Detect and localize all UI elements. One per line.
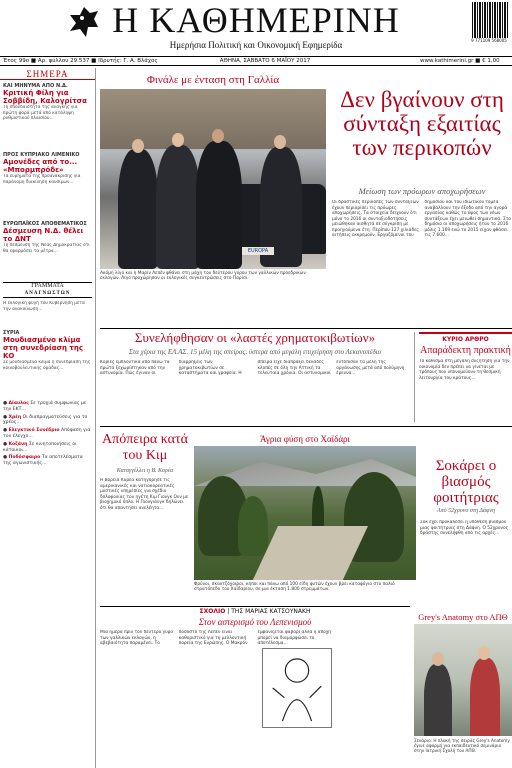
editorial-headline[interactable]: Απαράδεκτη πρακτική xyxy=(420,345,511,356)
left-item xyxy=(0,83,95,149)
brief-item[interactable]: ● Κοζάνη Σε κινητοποιήσεις οι κάτοικοι... xyxy=(3,441,77,453)
newspaper-subtitle: Ημερήσια Πολιτική και Οικονομική Εφημερίδα xyxy=(169,40,343,50)
newspaper-title: Η ΚΑΘΗΜΕΡΙΝΗ xyxy=(112,0,400,40)
left-item-section: ΚΑΙ ΜΗΝΥΜΑ ΑΠΟ Ν.Δ. xyxy=(3,83,68,89)
letters-text: Η εκλογική φυγή του Κυβέρνηση μετά την ανακοίνωση... xyxy=(0,301,95,327)
letters-subtitle: ΑΝΑΓΝΩΣΤΩΝ xyxy=(24,291,71,296)
left-item-headline[interactable]: Αμονέδες από το... «Μπορμπρόδε» xyxy=(3,158,78,174)
left-item xyxy=(0,221,95,279)
brief-item[interactable]: ● Χρέη Οι διαπραγματεύσεις για το χρέος... xyxy=(3,414,88,426)
sok-headline[interactable]: Σοκάρει ο βιασμός φοιτήτριας xyxy=(433,458,499,506)
divider xyxy=(100,328,512,329)
nature-headline[interactable]: Άγρια φύση στο Χαϊδάρι xyxy=(260,434,350,444)
left-item-text: Τη δέσμευση της Νέας Δημοκρατίας ότι θα εφαρμόσει τα μέτρα... xyxy=(0,243,95,279)
main-headline[interactable]: Δεν βγαίνουν στη σύνταξη εξαιτίας των περικοπών xyxy=(340,87,504,160)
kim-text: Η Βόρεια Κορέα κατηγόρησε τις αμερικανικές και νοτιοκορεατικές μυστικές υπηρεσίες για σχέδιο δολοφονίας του ηγέτη Κιμ Γιονγκ Ουν με βιοχημικό όπλο. Η Πιονγιάνγκ δηλώνει ότι θα απαντήσει ανελέητα... xyxy=(100,478,189,511)
kim-subhead: Καταγγέλλει η Β. Κορέα xyxy=(116,468,174,474)
cartoon-illustration xyxy=(262,648,332,728)
left-item-section: ΠΡΟΣ ΚΥΠΡΙΑΚΟ ΛΙΜΕΝΙΚΟ xyxy=(3,152,80,158)
mid-headline[interactable]: Συνελήφθησαν οι «λαστές χρηματοκιβωτίων» xyxy=(134,330,376,345)
sok-text: Σοκ έχει προκαλέσει η υπόθεση βιασμού μιας φοιτήτριας στη Δάφνη. Ο 52χρονος δράστης συνελήφθη από τις αρχές... xyxy=(420,520,509,537)
barcode xyxy=(472,2,508,38)
editorial-text: Το κάθισμα στη μεγάλη συζήτηση για την οικονομία δεν πρέπει να γίνεται με τρόπους που υπονομεύουν τη θεσμική λειτουργία του κράτους... xyxy=(419,359,510,381)
barcode-number: 9 771109 568005 xyxy=(471,38,507,43)
masthead xyxy=(0,0,512,56)
owl-logo-icon xyxy=(64,3,104,43)
left-item-section: ΣΥΡΙΑ xyxy=(3,330,20,336)
comment-text: Μία ημέρα πριν τον δεύτερο γύρο των γαλλικών εκλογών, η αβεβαιότητα παραμένει. Το ποσοστό της Λεπέν είναι καθοριστικό για τη μελλοντική πορεία της Ευρώπης. Ο Μακρόν εμφανίζεται φαβορί αλλά η αποχή μπορεί να διαμορφώσει το αποτέλεσμα... xyxy=(100,630,332,647)
divider xyxy=(100,426,512,427)
grey-caption: Σενάριο: Η πλοκή της σειράς Grey's Anatomy έγινε αφορμή για εκπαιδευτικό σεμινάριο στην Ιατρική Σχολή του ΑΠΘ. xyxy=(414,738,510,754)
nature-photo[interactable] xyxy=(194,446,416,580)
lead-kicker[interactable]: Φινάλε με ένταση στη Γαλλία xyxy=(146,74,280,86)
issue-date: ΑΘΗΝΑ, ΣΑΒΒΑΤΟ 6 ΜΑΪΟΥ 2017 xyxy=(219,58,311,64)
left-item-headline[interactable]: Δέσμευση Ν.Δ. θέλει το ΔΝΤ xyxy=(3,227,84,243)
left-item-text: Σε μουδιασμένο κλίμα η συνεδρίαση της κοινοβουλευτικής ομάδας... xyxy=(0,360,95,400)
letters-box xyxy=(3,282,92,298)
lead-photo[interactable] xyxy=(100,89,326,269)
left-item-text: Τη σπουδαιότητα της ανάγκης για πρώτη φορά μετά από κατάληψη ρυθμιστικού πλαισίου... xyxy=(0,105,95,149)
lead-caption: Ακόμη λίγο και η Μαρίν Λεπέν φθάνει στη μάχη του δεύτερου γύρου των γαλλικών προεδρικών εκλογών. Λίγο προχώρησαν οι εκλογικές συγκεντρώσεις στο Παρίσι. xyxy=(100,271,306,282)
main-text: Οι δραστικές περικοπές των συντάξεων έχουν περιορίσει τις πρόωρες αποχωρήσεις. Τα στοιχεία δείχνουν ότι μόνο το 2016 οι συνταξιοδοτήσεις μειώθηκαν αισθητά σε σύγκριση με προηγούμενα έτη. Περίπου 127 χιλιάδες αιτήσεις εκκρεμούν. Εργαζόμενοι του δημοσίου και του ιδιωτικού τομέα αναβάλλουν την έξοδο από την αγορά εργασίας καθώς το ύψος των νέων συντάξεων έχει μειωθεί σημαντικά. Στο δημόσιο οι αποχωρήσεις ήταν το 2016 μόλις 1.169 ενώ το 2015 είχαν φθάσει τις 7.600... xyxy=(332,200,511,238)
grey-headline[interactable]: Grey's Anatomy στο ΑΠΘ xyxy=(418,612,508,622)
mid-text: Κορίες εμπλουτικά από πάνω τα πρώτα ξεχωρίστηκαν από την αστυνομία. Πώς έγιναν οι διαρρήξεις των χρηματοκιβωτίων σε καταστήματα και γραφεία. Η σπείρα είχε διαπράξει δεκάδες κλοπές σε όλη την Αττική τα τελευταία χρόνια. Οι αστυνομικοί εντόπισαν τα μέλη της οργάνωσης μετά από πολύμηνη έρευνα... xyxy=(100,360,405,377)
comment-author: ΤΗΣ ΜΑΡΙΑΣ ΚΑΤΣΟΥΝΑΚΗ xyxy=(231,608,311,615)
nature-caption: Φρύνοι, σκαντζόχοιροι, κήποι και πάνω από 100 είδη φυτών έχουν βρει καταφύγιο στο παλιό στρατόπεδο του Χαϊδαρίου, σε μια έκταση 1.800 στρεμμάτων. xyxy=(194,582,395,593)
brief-item[interactable]: ● Δίαυλος Σε τροχιά συμφωνίας με την ΕΚΤ... xyxy=(3,401,87,412)
website-price: www.kathimerini.gr ■ € 1,00 xyxy=(420,58,500,64)
comment-label: ΣΧΟΛΙΟ xyxy=(199,608,226,615)
letters-title: ΓΡΑΜΜΑΤΑ xyxy=(31,283,64,289)
sok-subhead: Από 52χρονο στη Δάφνη xyxy=(437,508,495,514)
left-item xyxy=(0,152,95,218)
today-header: ΣΗΜΕΡΑ xyxy=(0,68,95,80)
brief-item[interactable]: ● Ελεγκτικό Συνέδριο Απόφαση για τον έλεγχο... xyxy=(3,428,91,439)
left-item xyxy=(0,330,95,400)
issue-info: Έτος 99ο ■ Αρ. φύλλου 29.537 ■ Ιδρυτής: Γ. Α. Βλάχος xyxy=(3,58,158,64)
car-plate: EUROPA xyxy=(242,247,274,255)
kim-headline[interactable]: Απόπειρα κατά του Κιμ xyxy=(102,432,188,463)
editorial-label: ΚΥΡΙΟ ΑΡΘΡΟ xyxy=(419,332,512,343)
left-item-headline[interactable]: Κριτική Φίλη για Σοββίδη, Καλογρίτσα xyxy=(3,89,87,105)
left-column xyxy=(0,68,96,768)
left-item-text: Τα ευρήματα της προανάκρισης για παράνομη διακίνηση καυσίμων... xyxy=(0,174,95,218)
mid-subhead: Στα χέρια της ΕΛ.ΑΣ. 15 μέλη της σπείρας, ύστερα από μεγάλη επιχείρηση στο Λεκανοπέδιο xyxy=(128,348,382,356)
comment-bar: ΣΧΟΛΙΟ | ΤΗΣ ΜΑΡΙΑΣ ΚΑΤΣΟΥΝΑΚΗ xyxy=(100,606,410,616)
main-subhead: Μείωση των πρόωρων αποχωρήσεων xyxy=(358,186,486,196)
left-item-headline[interactable]: Μουδιασμένο κλίμα στη συνεδρίαση της ΚΟ xyxy=(3,336,84,360)
grey-photo[interactable] xyxy=(414,624,512,736)
comment-headline[interactable]: Στον αστερισμό του Λεπενισμού xyxy=(198,617,312,627)
left-item-section: ΕΥΡΩΠΑΪΚΟΣ ΑΠΟΘΕΜΑΤΙΚΟΣ xyxy=(3,221,87,227)
info-bar xyxy=(0,56,512,66)
editorial-box xyxy=(414,332,512,422)
brief-item[interactable]: ● Ποδόσφαιρο Τα αποτελέσματα της αγωνιστικής... xyxy=(3,455,83,467)
